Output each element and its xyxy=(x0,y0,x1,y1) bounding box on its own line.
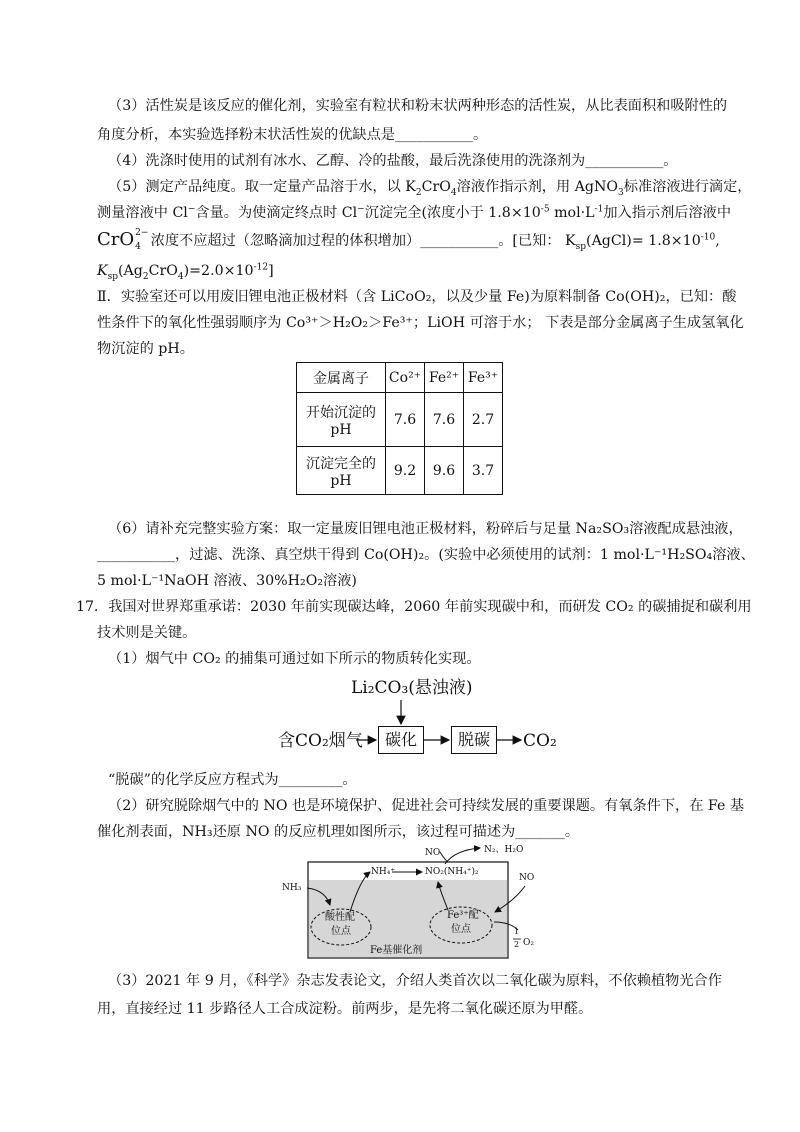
q5-line4: $K_{sp}(Ag_2CrO_4)=2.0\times 10^{-12}$] xyxy=(97,262,274,282)
table-cell: 9.6 xyxy=(425,447,464,495)
part2-line1: Ⅱ．实验室还可以用废旧锂电池正极材料（含 LiCoO₂，以及少量 Fe)为原料制备 Co(OH)₂，已知：酸 xyxy=(97,289,737,305)
table-header: 金属离子 xyxy=(297,363,386,393)
mech-o2-numerator: 1 xyxy=(514,927,520,936)
table-header: Fe³⁺ xyxy=(464,363,503,393)
mech-acid-site-a: 酸性配 xyxy=(325,912,355,923)
q17-sub1-answer: “脱碳”的化学反应方程式为_________。 xyxy=(108,772,357,788)
mech-catalyst-label: Fe基催化剂 xyxy=(370,945,423,956)
q17-line1: 17．我国对世界郑重承诺：2030 年前实现碳达峰，2060 年前实现碳中和，而研发 CO₂ 的碳捕捉和碳利用 xyxy=(76,599,752,615)
q6-line1: （6）请补充完整实验方案：取一定量废旧锂电池正极材料，粉碎后与足量 Na₂SO₃溶液配成悬浊液， xyxy=(108,521,743,537)
table-header: Fe²⁺ xyxy=(425,363,464,393)
q17-sub2-line2: 催化剂表面，NH₃还原 NO 的反应机理如图所示，该过程可描述为_______。 xyxy=(97,824,580,840)
table-cell: 7.6 xyxy=(425,393,464,447)
q6-line3: 5 mol·L⁻¹NaOH 溶液、30%H₂O₂溶液) xyxy=(97,573,357,589)
q3-line2: 角度分析，本实验选择粉末状活性炭的优缺点是___________。 xyxy=(97,127,488,143)
mech-products: N₂、H₂O xyxy=(484,845,524,855)
q5-line2: 测量溶液中 Cl−含量。为使滴定终点时 Cl−沉淀完全(浓度小于 $1.8\times 10^{-5}$ $mol\cdot L^{-1}$加入指示剂后溶液中 xyxy=(97,204,732,221)
table-cell: 3.7 xyxy=(464,447,503,495)
q17-sub3-line2: 用，直接经过 11 步路径人工合成淀粉。前两步，是先将二氧化碳还原为甲醛。 xyxy=(97,1001,593,1017)
table-cell-label: 沉淀完全的 pH xyxy=(297,447,386,495)
mech-nh4: NH₄⁺ xyxy=(371,867,396,877)
q17-sub3-line1: （3）2021 年 9 月，《科学》杂志发表论文，介绍人类首次以二氧化碳为原料，不依赖植物光合作 xyxy=(108,973,722,989)
table-cell: 7.6 xyxy=(386,393,425,447)
q17-line2: 技术则是关键。 xyxy=(97,625,197,641)
flow-input-label: 含CO₂烟气 xyxy=(278,731,363,751)
table-header: Co²⁺ xyxy=(386,363,425,393)
q6-line2: ___________，过滤、洗涤、真空烘干得到 Co(OH)₂。(实验中必须使用的试剂：1 mol·L⁻¹H₂SO₄溶液、 xyxy=(97,547,755,563)
flow-box-decarbonation: 脱碳 xyxy=(451,726,497,754)
q17-sub1: （1）烟气中 CO₂ 的捕集可通过如下所示的物质转化实现。 xyxy=(108,651,481,667)
mech-intermediate: NO₂(NH₄⁺)₂ xyxy=(425,867,479,877)
mech-fe-site-a: Fe³⁺配 xyxy=(447,910,479,921)
mech-acid-site-b: 位点 xyxy=(331,926,351,937)
q17-sub2-line1: （2）研究脱除烟气中的 NO 也是环境保护、促进社会可持续发展的重要课题。有氧条件下，在 Fe 基 xyxy=(108,798,745,814)
table-cell: 2.7 xyxy=(464,393,503,447)
mech-no-top: NO xyxy=(425,848,441,858)
table-cell: 9.2 xyxy=(386,447,425,495)
part2-line3: 物沉淀的 pH。 xyxy=(97,341,194,357)
q5-line1: （5）测定产品纯度。取一定量产品溶于水，以 $K_2CrO_4$溶液作指示剂，用 AgNO$_3$标准溶液进行滴定， xyxy=(108,179,752,198)
mech-no-right: NO xyxy=(519,873,535,883)
q4-line1: （4）洗涤时使用的试剂有冰水、乙醇、冷的盐酸，最后洗涤使用的洗涤剂为___________。 xyxy=(108,153,678,169)
mech-o2-denominator: 2 xyxy=(514,940,520,949)
arrow-no-in xyxy=(440,852,448,862)
q5-line3: CrO 2− 4 浓度不应超过（忽略滴加过程的体积增加）___________。[已知： $K_{sp}(AgCl)= 1.8\times 10^{-10}$, xyxy=(97,228,720,252)
part2-line2: 性条件下的氧化性强弱顺序为 Co³⁺＞H₂O₂＞Fe³⁺；LiOH 可溶于水； 下表是部分金属离子生成氢氧化 xyxy=(97,315,744,331)
mech-fe-site-b: 位点 xyxy=(451,924,471,935)
mech-o2: O₂ xyxy=(523,938,534,948)
flow-box-carbonation: 碳化 xyxy=(378,726,424,754)
mech-nh3: NH₃ xyxy=(282,883,302,893)
table-cell-label: 开始沉淀的 pH xyxy=(297,393,386,447)
flow-top-label: Li₂CO₃(悬浊液) xyxy=(351,678,473,698)
q3-line1: （3）活性炭是该反应的催化剂，实验室有粒状和粉末状两种形态的活性炭，从比表面积和吸附性的 xyxy=(108,98,728,114)
flow-output-label: CO₂ xyxy=(523,731,557,751)
